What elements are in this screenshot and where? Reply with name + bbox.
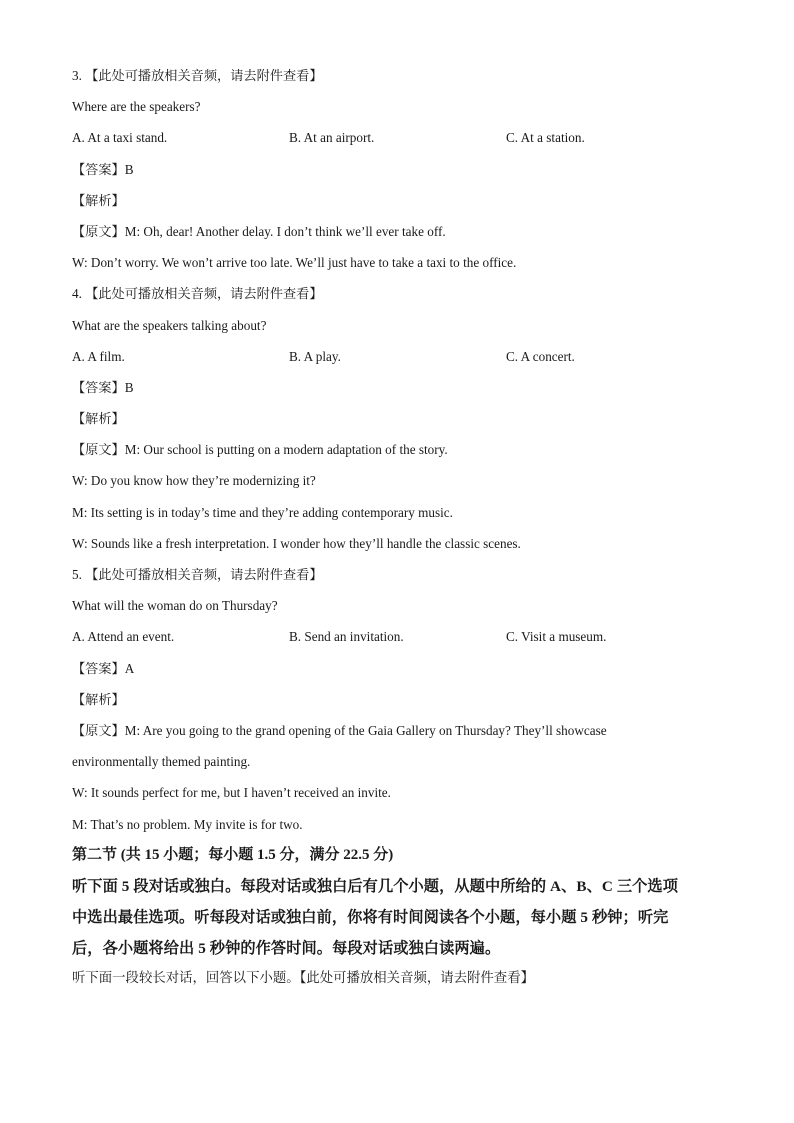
transcript-line: W: Don’t worry. We won’t arrive too late. We’ll just have to take a taxi to the office. bbox=[72, 255, 517, 271]
document-page bbox=[72, 60, 732, 992]
section-2 bbox=[72, 840, 732, 992]
section-instructions bbox=[72, 871, 732, 964]
option-b: B. A play. bbox=[289, 348, 341, 364]
option-b: B. Send an invitation. bbox=[289, 629, 404, 645]
answer-label: 【答案】A bbox=[72, 660, 135, 676]
answer-label: 【答案】B bbox=[72, 379, 134, 395]
audio-note[interactable]: 听下面一段较长对话，回答以下小题。【此处可播放相关音频，请去附件查看】 bbox=[72, 969, 534, 985]
instruction-line: 听下面 5 段对话或独白。每段对话或独白后有几个小题，从题中所给的 A、B、C 三个选项 bbox=[72, 877, 678, 895]
option-c: C. Visit a museum. bbox=[506, 629, 607, 645]
question-header[interactable]: 5. 【此处可播放相关音频，请去附件查看】 bbox=[72, 567, 323, 582]
option-a: A. Attend an event. bbox=[72, 629, 175, 645]
options-row bbox=[72, 341, 732, 372]
transcript-line: 【原文】M: Oh, dear! Another delay. I don’t think we’ll ever take off. bbox=[72, 223, 446, 239]
question-block-4 bbox=[72, 278, 732, 559]
instruction-line: 后，各小题将给出 5 秒钟的作答时间。每段对话或独白读两遍。 bbox=[72, 939, 501, 957]
option-c: C. At a station. bbox=[506, 130, 585, 146]
question-text: What will the woman do on Thursday? bbox=[72, 598, 278, 614]
transcript-line: W: It sounds perfect for me, but I haven’t received an invite. bbox=[72, 785, 391, 801]
options-row bbox=[72, 122, 732, 153]
question-text: What are the speakers talking about? bbox=[72, 317, 267, 333]
option-b: B. At an airport. bbox=[289, 130, 375, 146]
answer-label: 【答案】B bbox=[72, 161, 134, 177]
question-block-3 bbox=[72, 60, 732, 278]
options-row bbox=[72, 621, 732, 652]
transcript-line: environmentally themed painting. bbox=[72, 754, 251, 770]
option-c: C. A concert. bbox=[506, 348, 575, 364]
question-text: Where are the speakers? bbox=[72, 99, 201, 115]
transcript-line: 【原文】M: Our school is putting on a modern adaptation of the story. bbox=[72, 442, 448, 458]
option-a: A. At a taxi stand. bbox=[72, 130, 168, 146]
transcript-line: M: That’s no problem. My invite is for two. bbox=[72, 816, 303, 832]
question-block-5 bbox=[72, 559, 732, 840]
question-header[interactable]: 3. 【此处可播放相关音频，请去附件查看】 bbox=[72, 68, 323, 83]
section-title: 第二节 (共 15 小题；每小题 1.5 分，满分 22.5 分) bbox=[72, 846, 394, 863]
analysis-label: 【解析】 bbox=[72, 411, 125, 427]
transcript-line: M: Its setting is in today’s time and they’re adding contemporary music. bbox=[72, 504, 453, 520]
analysis-label: 【解析】 bbox=[72, 691, 125, 707]
transcript-line: 【原文】M: Are you going to the grand opening of the Gaia Gallery on Thursday? They’ll showcase bbox=[72, 722, 607, 738]
transcript-line: W: Sounds like a fresh interpretation. I wonder how they’ll handle the classic scenes. bbox=[72, 535, 521, 551]
option-a: A. A film. bbox=[72, 348, 125, 364]
transcript-line: W: Do you know how they’re modernizing it? bbox=[72, 473, 316, 489]
instruction-line: 中选出最佳选项。听每段对话或独白前，你将有时间阅读各个小题，每小题 5 秒钟；听完 bbox=[72, 908, 669, 926]
analysis-label: 【解析】 bbox=[72, 192, 125, 208]
question-header[interactable]: 4. 【此处可播放相关音频，请去附件查看】 bbox=[72, 286, 323, 302]
